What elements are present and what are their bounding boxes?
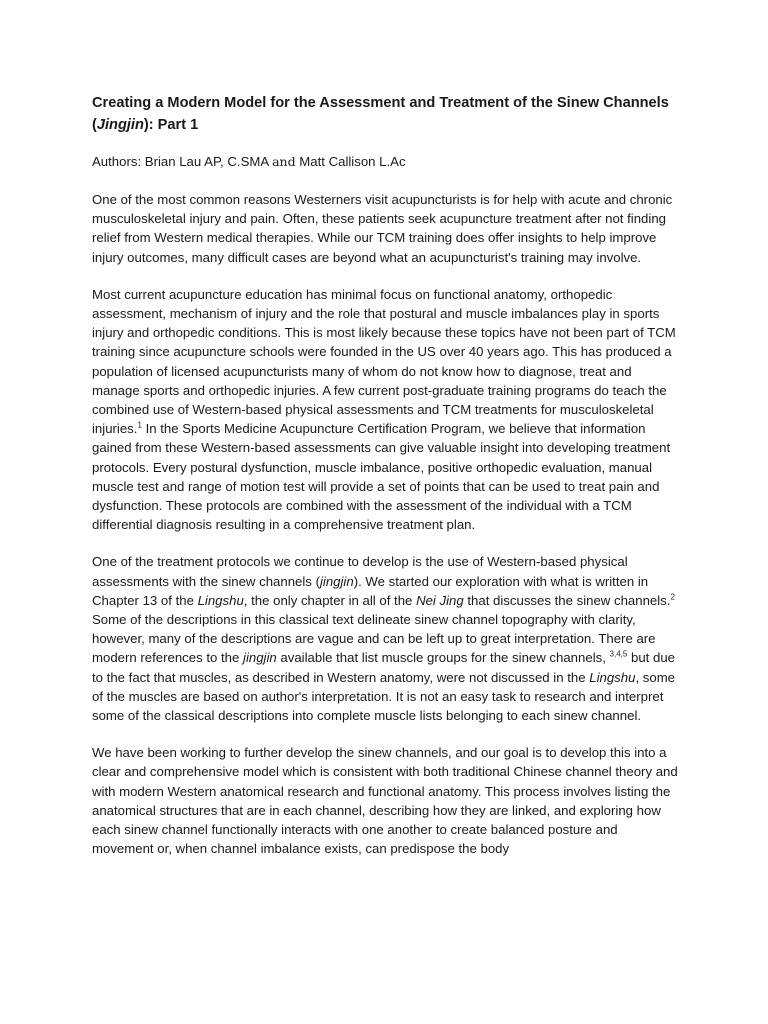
paragraph-1: One of the most common reasons Westerners visit acupuncturists is for help with acute and chronic musculoskeletal injury and pain. Often, these patients seek acupuncture treatment after not finding relief from Western medical therapies. While our TCM training does offer insights to help improve injury outcomes, many difficult cases are beyond what an acupuncturist's training may involve. bbox=[92, 192, 673, 265]
paragraph-3-text-g: but due to the fact that muscles, as described in Western anatomy, were not discussed in the bbox=[92, 650, 676, 685]
article-title bbox=[92, 92, 682, 136]
authors-suffix: Matt Callison L.Ac bbox=[295, 154, 406, 169]
document-page bbox=[92, 92, 682, 877]
italic-term-jingjin: jingjin bbox=[319, 573, 354, 589]
paragraph-2 bbox=[92, 285, 682, 535]
paragraph-3-text-a: One of the treatment protocols we continue to develop is the use of Western-based physical assessments with the sinew channels ( bbox=[92, 554, 628, 589]
authors-line bbox=[92, 152, 682, 172]
authors-and: and bbox=[272, 154, 296, 169]
paragraph-3-text-b: ). We started our exploration with what is written in Chapter 13 of the bbox=[92, 573, 649, 608]
italic-term-jingjin-2: jingjin bbox=[243, 650, 277, 666]
footnote-ref-2: 2 bbox=[670, 592, 675, 602]
paragraph-4: We have been working to further develop the sinew channels, and our goal is to develop this into a clear and comprehensive model which is consistent with both traditional Chinese channel theory and with modern Western anatomical research and functional anatomy. This process involves listing the anatomical structures that are in each channel, describing how they are linked, and exploring how each sinew channel functionally interacts with one another to create balanced posture and movement or, when channel imbalance exists, can predispose the body bbox=[92, 745, 678, 857]
footnote-ref-3-4-5: 3,4,5 bbox=[609, 650, 628, 660]
paragraph-3-text-d: that discusses the sinew channels. bbox=[463, 592, 671, 608]
title-text: Creating a Modern Model for the Assessment and Treatment of the Sinew Channels ( bbox=[92, 95, 669, 133]
italic-term-lingshu: Lingshu bbox=[197, 592, 244, 608]
authors-prefix: Authors: Brian Lau AP, C.SMA bbox=[92, 154, 273, 169]
paragraph-3-text-c: , the only chapter in all of the bbox=[243, 592, 417, 608]
paragraph-3 bbox=[92, 552, 682, 725]
paragraph-3-text-e: Some of the descriptions in this classical text delineate sinew channel topography with clarity, however, many of the descriptions are vague and can be left up to great interpretation. There are modern references to the bbox=[92, 612, 656, 666]
title-italic-term: Jingjin bbox=[96, 117, 144, 133]
italic-term-lingshu-2: Lingshu bbox=[589, 669, 636, 685]
paragraph-2-text-a: Most current acupuncture education has minimal focus on functional anatomy, orthopedic assessment, mechanism of injury and the role that postural and muscle imbalances play in sports injury and orthopedic conditions. This is most likely because these topics have not been part of TCM training since acupuncture schools were founded in the US over 40 years ago. This has produced a population of licensed acupuncturists many of whom do not know how to diagnose, treat and manage sports and orthopedic injuries. A few current post-graduate training programs do teach the combined use of Western-based physical assessments and TCM treatments for musculoskeletal injuries. bbox=[92, 286, 676, 437]
footnote-ref-1: 1 bbox=[137, 420, 142, 430]
paragraph-2-text-b: In the Sports Medicine Acupuncture Certification Program, we believe that information gained from these Western-based assessments can give valuable insight into developing treatment protocols. Every postural dysfunction, muscle imbalance, positive orthopedic evaluation, manual muscle test and range of motion test will provide a set of points that can be used to treat pain and dysfunction. These protocols are combined with the assessment of the individual with a TCM differential diagnosis resulting in a comprehensive treatment plan. bbox=[92, 421, 671, 533]
title-suffix: ): Part 1 bbox=[143, 117, 199, 133]
paragraph-3-text-h: , some of the muscles are based on author's interpretation. It is not an easy task to research and interpret some of the classical descriptions into complete muscle lists belonging to each sinew channel. bbox=[92, 669, 676, 724]
paragraph-3-text-f: available that list muscle groups for the sinew channels, bbox=[276, 650, 610, 666]
italic-term-nei-jing: Nei Jing bbox=[416, 592, 464, 608]
